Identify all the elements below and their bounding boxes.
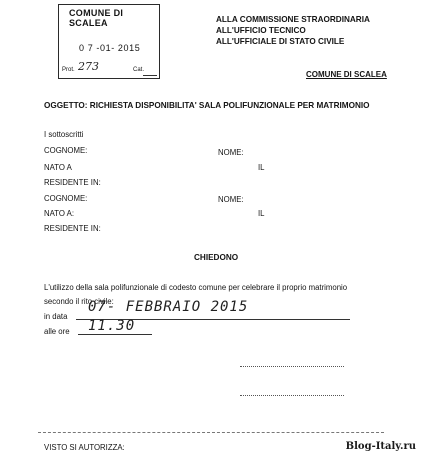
time-underline [78,334,152,335]
footer-separator [38,432,384,433]
date-handwritten: 07- FEBBRAIO 2015 [88,299,249,315]
il-label-2: IL [258,209,265,218]
nato-label-2: NATO A: [44,209,75,218]
request-line-1: L'utilizzo della sala polifunzionale di codesto comune per celebrare il proprio matrimonio [44,283,348,292]
time-handwritten: 11.30 [88,318,136,334]
addressee-line-1: ALLA COMMISSIONE STRAORDINARIA [216,15,370,24]
stamp-cat-label: Cat. [133,67,145,73]
watermark: Blog-Italy.ru [345,441,416,452]
stamp-prot-label: Prot. [62,67,75,73]
il-label-1: IL [258,163,265,172]
addressee-line-2: ALL'UFFICIO TECNICO [216,26,306,35]
visto-autorizza: VISTO SI AUTORIZZA: [44,443,125,452]
residente-label-1: RESIDENTE IN: [44,178,101,187]
signature-line-1 [240,366,344,367]
signature-line-2 [240,395,344,396]
intro-text: I sottoscritti [44,130,84,139]
stamp-title: COMUNE DI SCALEA [69,8,124,28]
nome-label-2: NOME: [218,195,244,204]
chiedono-heading: CHIEDONO [194,253,239,262]
cognome-label-2: COGNOME: [44,194,88,203]
addressee-line-3: ALL'UFFICIALE DI STATO CIVILE [216,37,345,46]
date-label: in data [44,312,68,321]
nome-label-1: NOME: [218,148,244,157]
request-line-2: secondo il rito civile: [44,297,114,306]
subject-line: OGGETTO: RICHIESTA DISPONIBILITA' SALA POLIFUNZIONALE PER MATRIMONIO [44,101,370,110]
stamp-cat-line [143,75,157,76]
stamp-date: 0 7 -01- 2015 [79,43,141,53]
cognome-label-1: COGNOME: [44,146,88,155]
residente-label-2: RESIDENTE IN: [44,224,101,233]
protocol-stamp [58,4,160,79]
stamp-prot-number: 273 [78,60,99,73]
addressee-comune: COMUNE DI SCALEA [306,70,387,79]
nato-label-1: NATO A [44,163,72,172]
time-label: alle ore [44,327,70,336]
